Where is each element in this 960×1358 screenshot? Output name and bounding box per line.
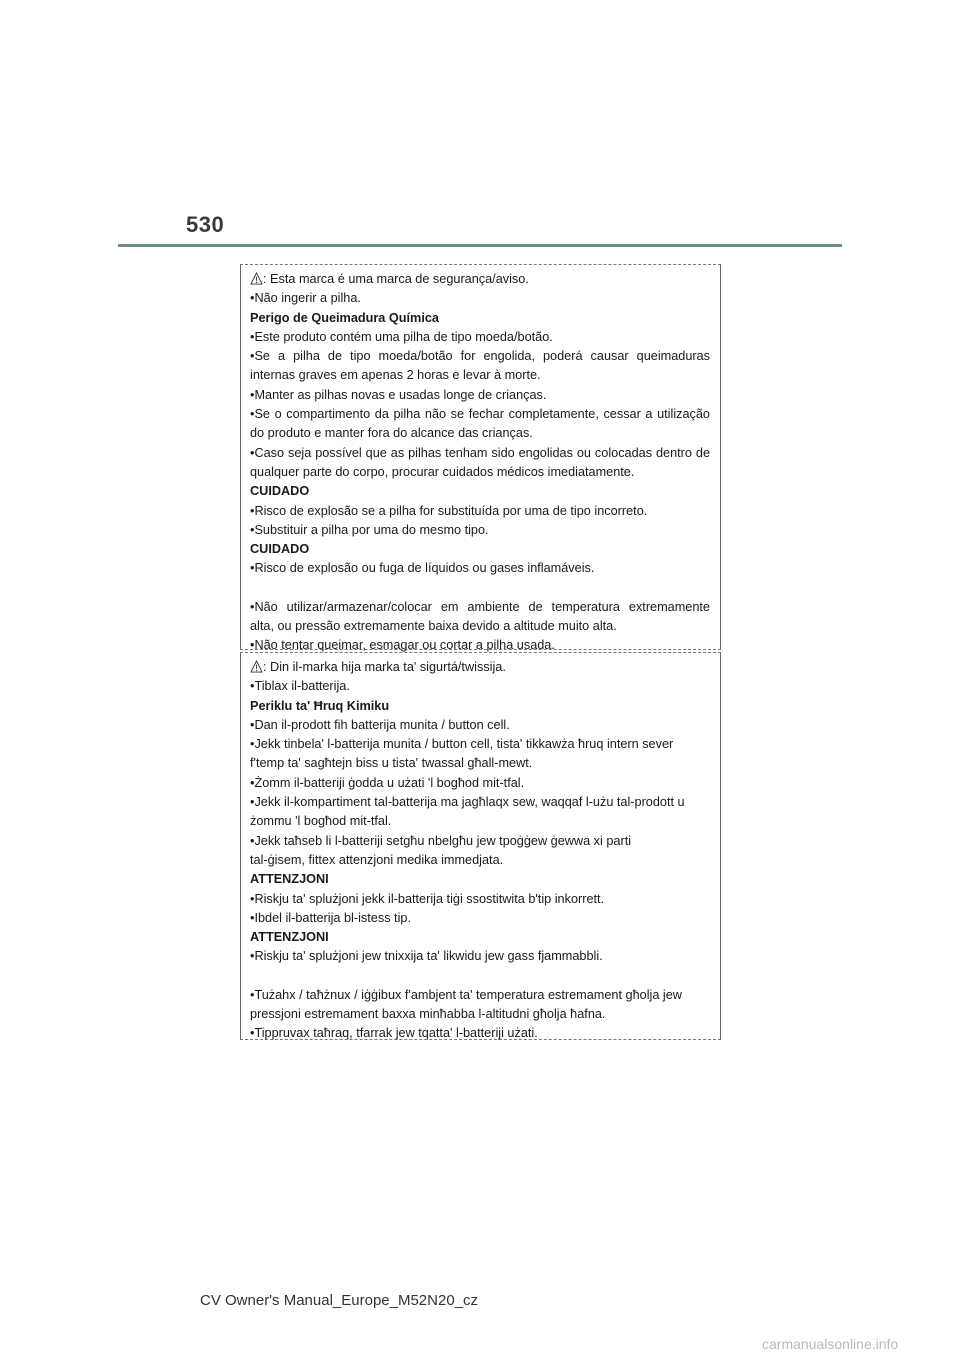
warning-triangle-icon [250, 272, 263, 285]
caution-heading: CUIDADO [250, 484, 310, 499]
instruction-line: internas graves em apenas 2 horas e levar à morte. [250, 368, 541, 383]
instruction-line: •Este produto contém uma pilha de tipo moeda/botão. [250, 329, 553, 344]
header-rule [118, 244, 842, 247]
instruction-line: •Tiblax il-batterija. [250, 679, 350, 694]
instruction-line: f'temp ta' sagħtejn biss u tista' twassal għall-mewt. [250, 756, 533, 771]
warning-mark-text: : Din il-marka hija marka ta' sigurtá/twissija. [263, 660, 506, 674]
instruction-line: pressjoni estremament baxxa minħabba l-altitudni għolja ħafna. [250, 1007, 606, 1022]
instruction-line: •Se o compartimento da pilha não se fechar completamente, cessar a utilização [250, 407, 710, 422]
instruction-line: •Tużahx / taħżnux / iġġibux f'ambjent ta' temperatura estremament għolja jew [250, 987, 682, 1002]
instruction-line: •Dan il-prodott fih batterija munita / button cell. [250, 717, 510, 732]
warning-mark-line [250, 270, 710, 289]
instruction-line: żommu 'l bogħod mit-tfal. [250, 814, 392, 829]
instruction-line: •Żomm il-batteriji ġodda u użati 'l bogħod mit-tfal. [250, 775, 525, 790]
page-number: 530 [186, 212, 225, 237]
instruction-line: •Se a pilha de tipo moeda/botão for engolida, poderá causar queimaduras [250, 349, 710, 364]
instruction-line: •Jekk il-kompartiment tal-batterija ma jagħlaqx sew, waqqaf l-użu tal-prodott u [250, 795, 685, 810]
instruction-line: •Caso seja possível que as pilhas tenham sido engolidas ou colocadas dentro de [250, 445, 710, 460]
instruction-line: •Não tentar queimar, esmagar ou cortar a pilha usada. [250, 638, 555, 653]
instruction-line: •Não ingerir a pilha. [250, 291, 361, 306]
warning-box-portuguese [240, 264, 721, 653]
instruction-line: •Tippruvax taħraq, tfarrak jew tqatta' l-batteriji użati. [250, 1026, 538, 1041]
instruction-line: alta, ou pressão extremamente baixa devido a altitude muito alta. [250, 619, 617, 634]
instruction-line: do produto e manter fora do alcance das crianças. [250, 426, 533, 441]
warning-mark-line [250, 658, 710, 677]
instruction-line: •Jekk taħseb li l-batteriji setgħu nbelgħu jew tpoġġew ġewwa xi parti [250, 833, 632, 848]
caution-heading: CUIDADO [250, 542, 310, 557]
spacer [250, 967, 710, 986]
instruction-line: •Ibdel il-batterija bl-istess tip. [250, 910, 411, 925]
spacer [250, 579, 710, 598]
caution-heading: ATTENZJONI [250, 872, 329, 887]
instruction-line: •Riskju ta' splużjoni jew tnixxija ta' likwidu jew gass fjammabbli. [250, 949, 603, 964]
instruction-line: qualquer parte do corpo, procurar cuidados médicos imediatamente. [250, 464, 635, 479]
instruction-line: tal-ġisem, fittex attenzjoni medika immedjata. [250, 852, 504, 867]
instruction-line: •Riskju ta' splużjoni jekk il-batterija tiġi ssostitwita b'tip inkorrett. [250, 891, 605, 906]
caution-heading: ATTENZJONI [250, 930, 329, 945]
instruction-line: •Risco de explosão se a pilha for substituída por uma de tipo incorreto. [250, 503, 648, 518]
warning-mark-text: : Esta marca é uma marca de segurança/aviso. [263, 272, 529, 286]
footer-manual-id: CV Owner's Manual_Europe_M52N20_cz [200, 1292, 479, 1309]
section-heading: Perigo de Queimadura Química [250, 310, 439, 325]
instruction-line: •Não utilizar/armazenar/colocar em ambiente de temperatura extremamente [250, 599, 710, 614]
instruction-line: •Risco de explosão ou fuga de líquidos ou gases inflamáveis. [250, 561, 595, 576]
warning-box-maltese [240, 652, 721, 1040]
instruction-line: •Substituir a pilha por uma do mesmo tipo. [250, 522, 489, 537]
section-heading: Periklu ta' Ħruq Kimiku [250, 698, 390, 713]
instruction-line: •Manter as pilhas novas e usadas longe de crianças. [250, 387, 547, 402]
instruction-line: •Jekk tinbela' l-batterija munita / button cell, tista' tikkawża ħruq intern sever [250, 737, 674, 752]
warning-triangle-icon [250, 660, 263, 673]
watermark: carmanualsonline.info [762, 1336, 899, 1352]
